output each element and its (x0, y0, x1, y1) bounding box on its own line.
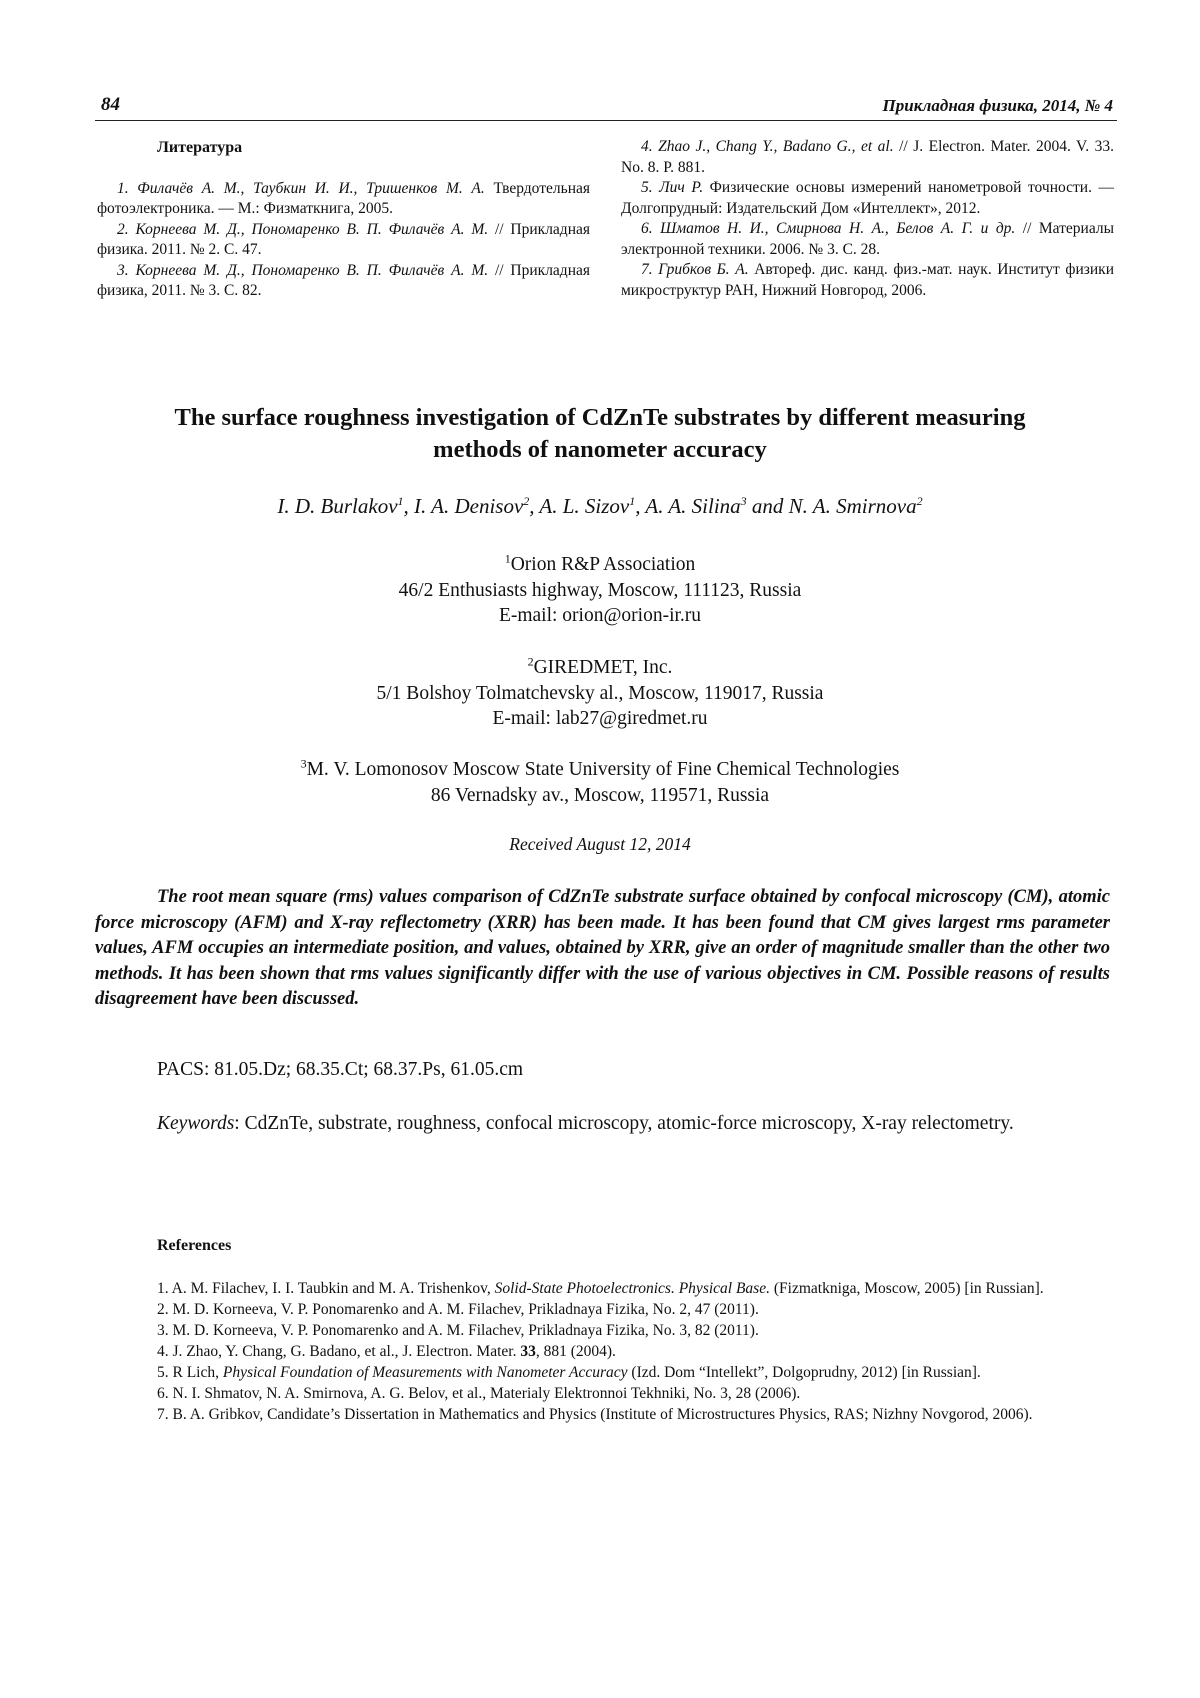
article-title: The surface roughness investigation of CdZnTe substrates by different measuring methods of nanometer accuracy (174, 404, 1026, 463)
russian-references-left (97, 137, 590, 302)
russian-reference-item: 2. Корнеева М. Д., Пономаренко В. П. Филачёв А. М. // Прикладная физика. 2011. № 2. С. 47. (97, 220, 590, 258)
russian-references-heading: Литература (157, 139, 243, 156)
russian-reference-item: 6. Шматов Н. И., Смирнова Н. А., Белов А. Г. и др. // Материалы электронной техники. 2006. № 3. С. 28. (621, 220, 1114, 258)
reference-item: 3. M. D. Korneeva, V. P. Ponomarenko and A. M. Filachev, Prikladnaya Fizika, No. 3, 82 (2011). (157, 1322, 759, 1339)
author-list: I. D. Burlakov$^1$, I. A. Denisov$^2$, A. L. Sizov$^1$, A. A. Silina$^3$ and N. A. Smirnova$^2$ (277, 494, 923, 518)
abstract: The root mean square (rms) values comparison of CdZnTe substrate surface obtained by confocal microscopy (CM), atomic force microscopy (AFM) and X-ray reflectometry (XRR) has been made. It has been found that CM gives largest rms parameter values, AFM occupies an intermediate position, and values, obtained by XRR, give an order of magnitude smaller than the other two methods. It has been shown that rms values significantly differ with the use of various objectives in CM. Possible reasons of results disagreement have been discussed. (95, 887, 1110, 1009)
affiliation-giredmet: $^2$GIREDMET, Inc. 5/1 Bolshoy Tolmatchevsky al., Moscow, 119017, Russia E-mail: lab27@giredmet.ru (95, 655, 1105, 732)
affiliation-lomonosov: $^3$M. V. Lomonosov Moscow State University of Fine Chemical Technologies 86 Vernadsky av., Moscow, 119571, Russia (300, 756, 900, 806)
running-header (95, 92, 1117, 121)
russian-reference-item: 5. Лич Р. Физические основы измерений нанометровой точности. — Долгопрудный: Издательский Дом «Интеллект», 2012. (621, 179, 1114, 217)
russian-reference-item: 3. Корнеева М. Д., Пономаренко В. П. Филачёв А. М. // Прикладная физика, 2011. № 3. С. 82. (97, 261, 590, 299)
reference-item: 4. J. Zhao, Y. Chang, G. Badano, et al., J. Electron. Mater. 33, 881 (2004). (157, 1343, 616, 1360)
author-name: I. A. Denisov (414, 494, 524, 518)
english-references (157, 1235, 1110, 1425)
author-name: I. D. Burlakov (277, 494, 398, 518)
journal-title: Прикладная физика, 2014, № 4 (882, 96, 1113, 115)
reference-item: 2. M. D. Korneeva, V. P. Ponomarenko and A. M. Filachev, Prikladnaya Fizika, No. 2, 47 (2011). (157, 1301, 759, 1318)
email-orion: E-mail: orion@orion-ir.ru (498, 605, 702, 626)
author-name: A. L. Sizov (539, 494, 630, 518)
russian-references-right (621, 137, 1114, 301)
page-number: 84 (101, 94, 120, 115)
reference-item: 5. R Lich, Physical Foundation of Measurements with Nanometer Accuracy (Izd. Dom “Intellekt”, Dolgoprudny, 2012) [in Russian]. (157, 1364, 981, 1381)
author-name: N. A. Smirnova (788, 494, 917, 518)
reference-item: 7. B. A. Gribkov, Candidate’s Dissertation in Mathematics and Physics (Institute of Microstructures Physics, RAS; Nizhny Novgorod, 2006). (157, 1406, 1033, 1423)
russian-reference-item: 4. Zhao J., Chang Y., Badano G., et al. // J. Electron. Mater. 2004. V. 33. No. 8. P. 881. (621, 138, 1114, 176)
references-heading: References (157, 1237, 232, 1254)
russian-reference-item: 1. Филачёв А. М., Таубкин И. И., Тришенков М. А. Твердотельная фотоэлектроника. — М.: Физматкнига, 2005. (97, 179, 590, 217)
reference-item: 6. N. I. Shmatov, N. A. Smirnova, A. G. Belov, et al., Materialy Elektronnoi Tekhniki, No. 3, 28 (2006). (157, 1385, 801, 1402)
author-name: A. A. Silina (645, 494, 741, 518)
affiliation-orion: $^1$Orion R&P Association 46/2 Enthusiasts highway, Moscow, 111123, Russia E-mail: orion@orion-ir.ru (95, 552, 1105, 629)
reference-item: 1. A. M. Filachev, I. I. Taubkin and M. A. Trishenkov, Solid-State Photoelectronics. Physical Base. (Fizmatkniga, Moscow, 2005) [in Russian]. (157, 1280, 1044, 1297)
keywords: Keywords: CdZnTe, substrate, roughness, confocal microscopy, atomic-force microscopy, X-ray relectometry. (157, 1113, 1014, 1134)
russian-reference-item: 7. Грибков Б. А. Автореф. дис. канд. физ.-мат. наук. Институт физики микроструктур РАН, Нижний Новгород, 2006. (621, 261, 1115, 299)
email-giredmet: E-mail: lab27@giredmet.ru (492, 708, 708, 729)
pacs-codes: PACS: 81.05.Dz; 68.35.Ct; 68.37.Ps, 61.05.cm (157, 1059, 524, 1080)
received-date: Received August 12, 2014 (509, 834, 691, 854)
